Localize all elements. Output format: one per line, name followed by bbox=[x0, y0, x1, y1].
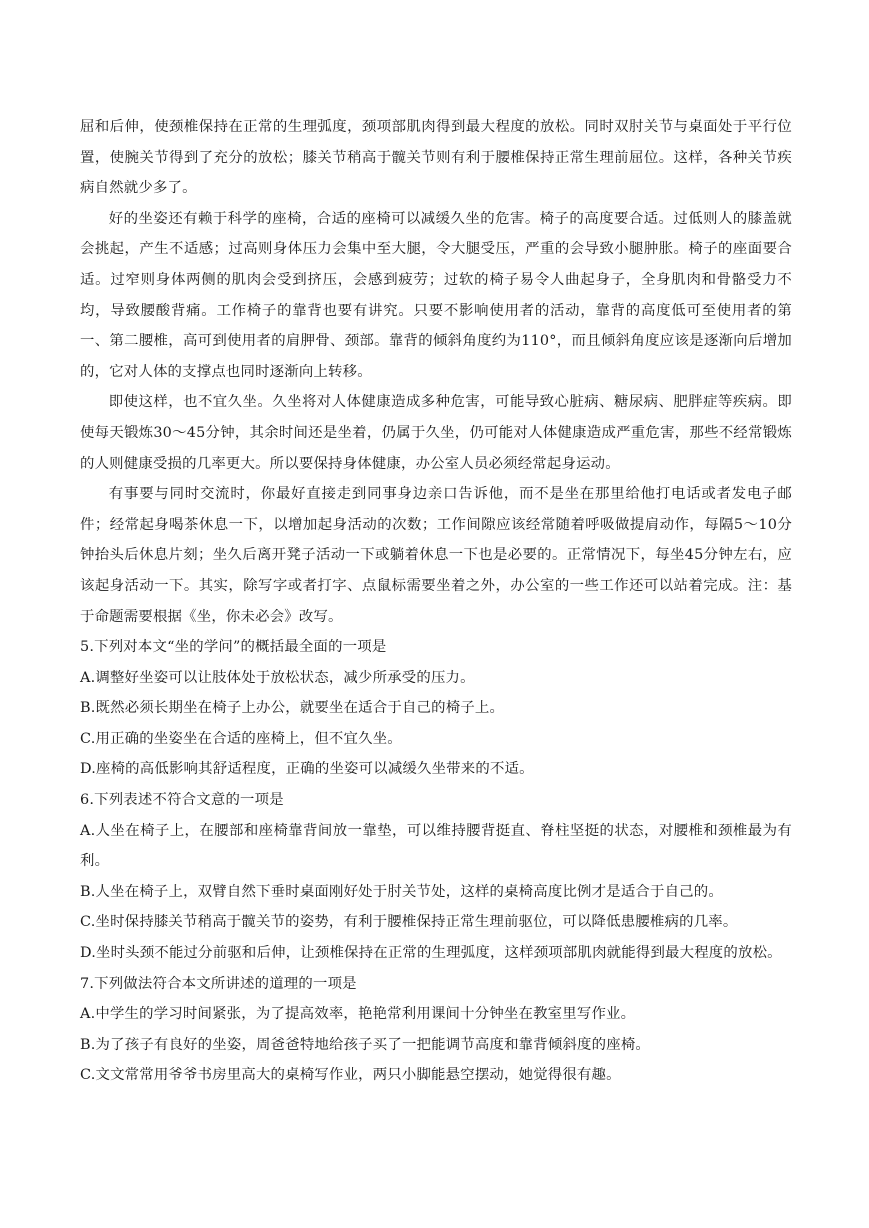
question-stem: 6.下列表述不符合文意的一项是 bbox=[80, 792, 284, 809]
passage-paragraph: 有事要与同时交流时，你最好直接走到同事身边亲口告诉他，而不是坐在那里给他打电话或者发电子邮件；经常起身喝茶休息一下，以增加起身活动的次数；工作间隙应该经常随着呼吸做提肩动作，每隔5～10分钟抬头后休息片刻；坐久后离开凳子活动一下或躺着休息一下也是必要的。正常情况下，每坐45分钟左右，应该起身活动一下。其实，除写字或者打字、点鼠标需要坐着之外，办公室的一些工作还可以站着完成。注：基于命题需要根据《坐，你未必会》改写。 bbox=[80, 486, 792, 625]
question-option: C.用正确的坐姿坐在合适的座椅上，但不宜久坐。 bbox=[80, 730, 402, 747]
question-6 bbox=[80, 785, 792, 969]
passage-paragraph: 屈和后伸，使颈椎保持在正常的生理弧度，颈项部肌肉得到最大程度的放松。同时双肘关节与桌面处于平行位置，使腕关节得到了充分的放松；膝关节稍高于髋关节则有利于腰椎保持正常生理前屈位。这样，各种关节疾病自然就少多了。 bbox=[80, 119, 792, 197]
question-option: A.中学生的学习时间紧张，为了提高效率，艳艳常利用课间十分钟坐在教室里写作业。 bbox=[80, 1006, 636, 1023]
question-option: D.座椅的高低影响其舒适程度，正确的坐姿可以减缓久坐带来的不适。 bbox=[80, 761, 534, 778]
question-7 bbox=[80, 969, 792, 1091]
question-option: A.调整好坐姿可以让肢体处于放松状态，减少所承受的压力。 bbox=[80, 669, 475, 686]
question-option: D.坐时头颈不能过分前驱和后伸，让颈椎保持在正常的生理弧度，这样颈项部肌肉就能得到最大程度的放松。 bbox=[80, 945, 782, 962]
question-stem: 5.下列对本文“坐的学问”的概括最全面的一项是 bbox=[80, 639, 387, 656]
question-5 bbox=[80, 632, 792, 785]
document-page bbox=[80, 112, 792, 1091]
question-option: C.文文常常用爷爷书房里高大的桌椅写作业，两只小脚能悬空摆动，她觉得很有趣。 bbox=[80, 1067, 621, 1084]
passage-paragraph: 好的坐姿还有赖于科学的座椅，合适的座椅可以减缓久坐的危害。椅子的高度要合适。过低则人的膝盖就会挑起，产生不适感；过高则身体压力会集中至大腿，令大腿受压，严重的会导致小腿肿胀。椅子的座面要合适。过窄则身体两侧的肌肉会受到挤压，会感到疲劳；过软的椅子易令人曲起身子，全身肌肉和骨骼受力不均，导致腰酸背痛。工作椅子的靠背也要有讲究。只要不影响使用者的活动，靠背的高度低可至使用者的第一、第二腰椎，高可到使用者的肩胛骨、颈部。靠背的倾斜角度约为110°，而且倾斜角度应该是逐渐向后增加的，它对人体的支撑点也同时逐渐向上转移。 bbox=[80, 210, 792, 380]
question-option: B.人坐在椅子上，双臂自然下垂时桌面刚好处于肘关节处，这样的桌椅高度比例才是适合于自己的。 bbox=[80, 883, 723, 900]
question-option: B.为了孩子有良好的坐姿，周爸爸特地给孩子买了一把能调节高度和靠背倾斜度的座椅。 bbox=[80, 1036, 650, 1053]
question-option: C.坐时保持膝关节稍高于髋关节的姿势，有利于腰椎保持正常生理前驱位，可以降低患腰椎病的几率。 bbox=[80, 914, 738, 931]
question-option: A.人坐在椅子上，在腰部和座椅靠背间放一靠垫，可以维持腰背挺直、脊柱坚挺的状态，对腰椎和颈椎最为有利。 bbox=[80, 822, 792, 870]
passage-paragraph: 即使这样，也不宜久坐。久坐将对人体健康造成多种危害，可能导致心脏病、糖尿病、肥胖症等疾病。即使每天锻炼30～45分钟，其余时间还是坐着，仍属于久坐，仍可能对人体健康造成严重危害，那些不经常锻炼的人则健康受损的几率更大。所以要保持身体健康，办公室人员必须经常起身运动。 bbox=[80, 394, 792, 472]
question-option: B.既然必须长期坐在椅子上办公，就要坐在适合于自己的椅子上。 bbox=[80, 700, 505, 717]
question-stem: 7.下列做法符合本文所讲述的道理的一项是 bbox=[80, 975, 357, 992]
